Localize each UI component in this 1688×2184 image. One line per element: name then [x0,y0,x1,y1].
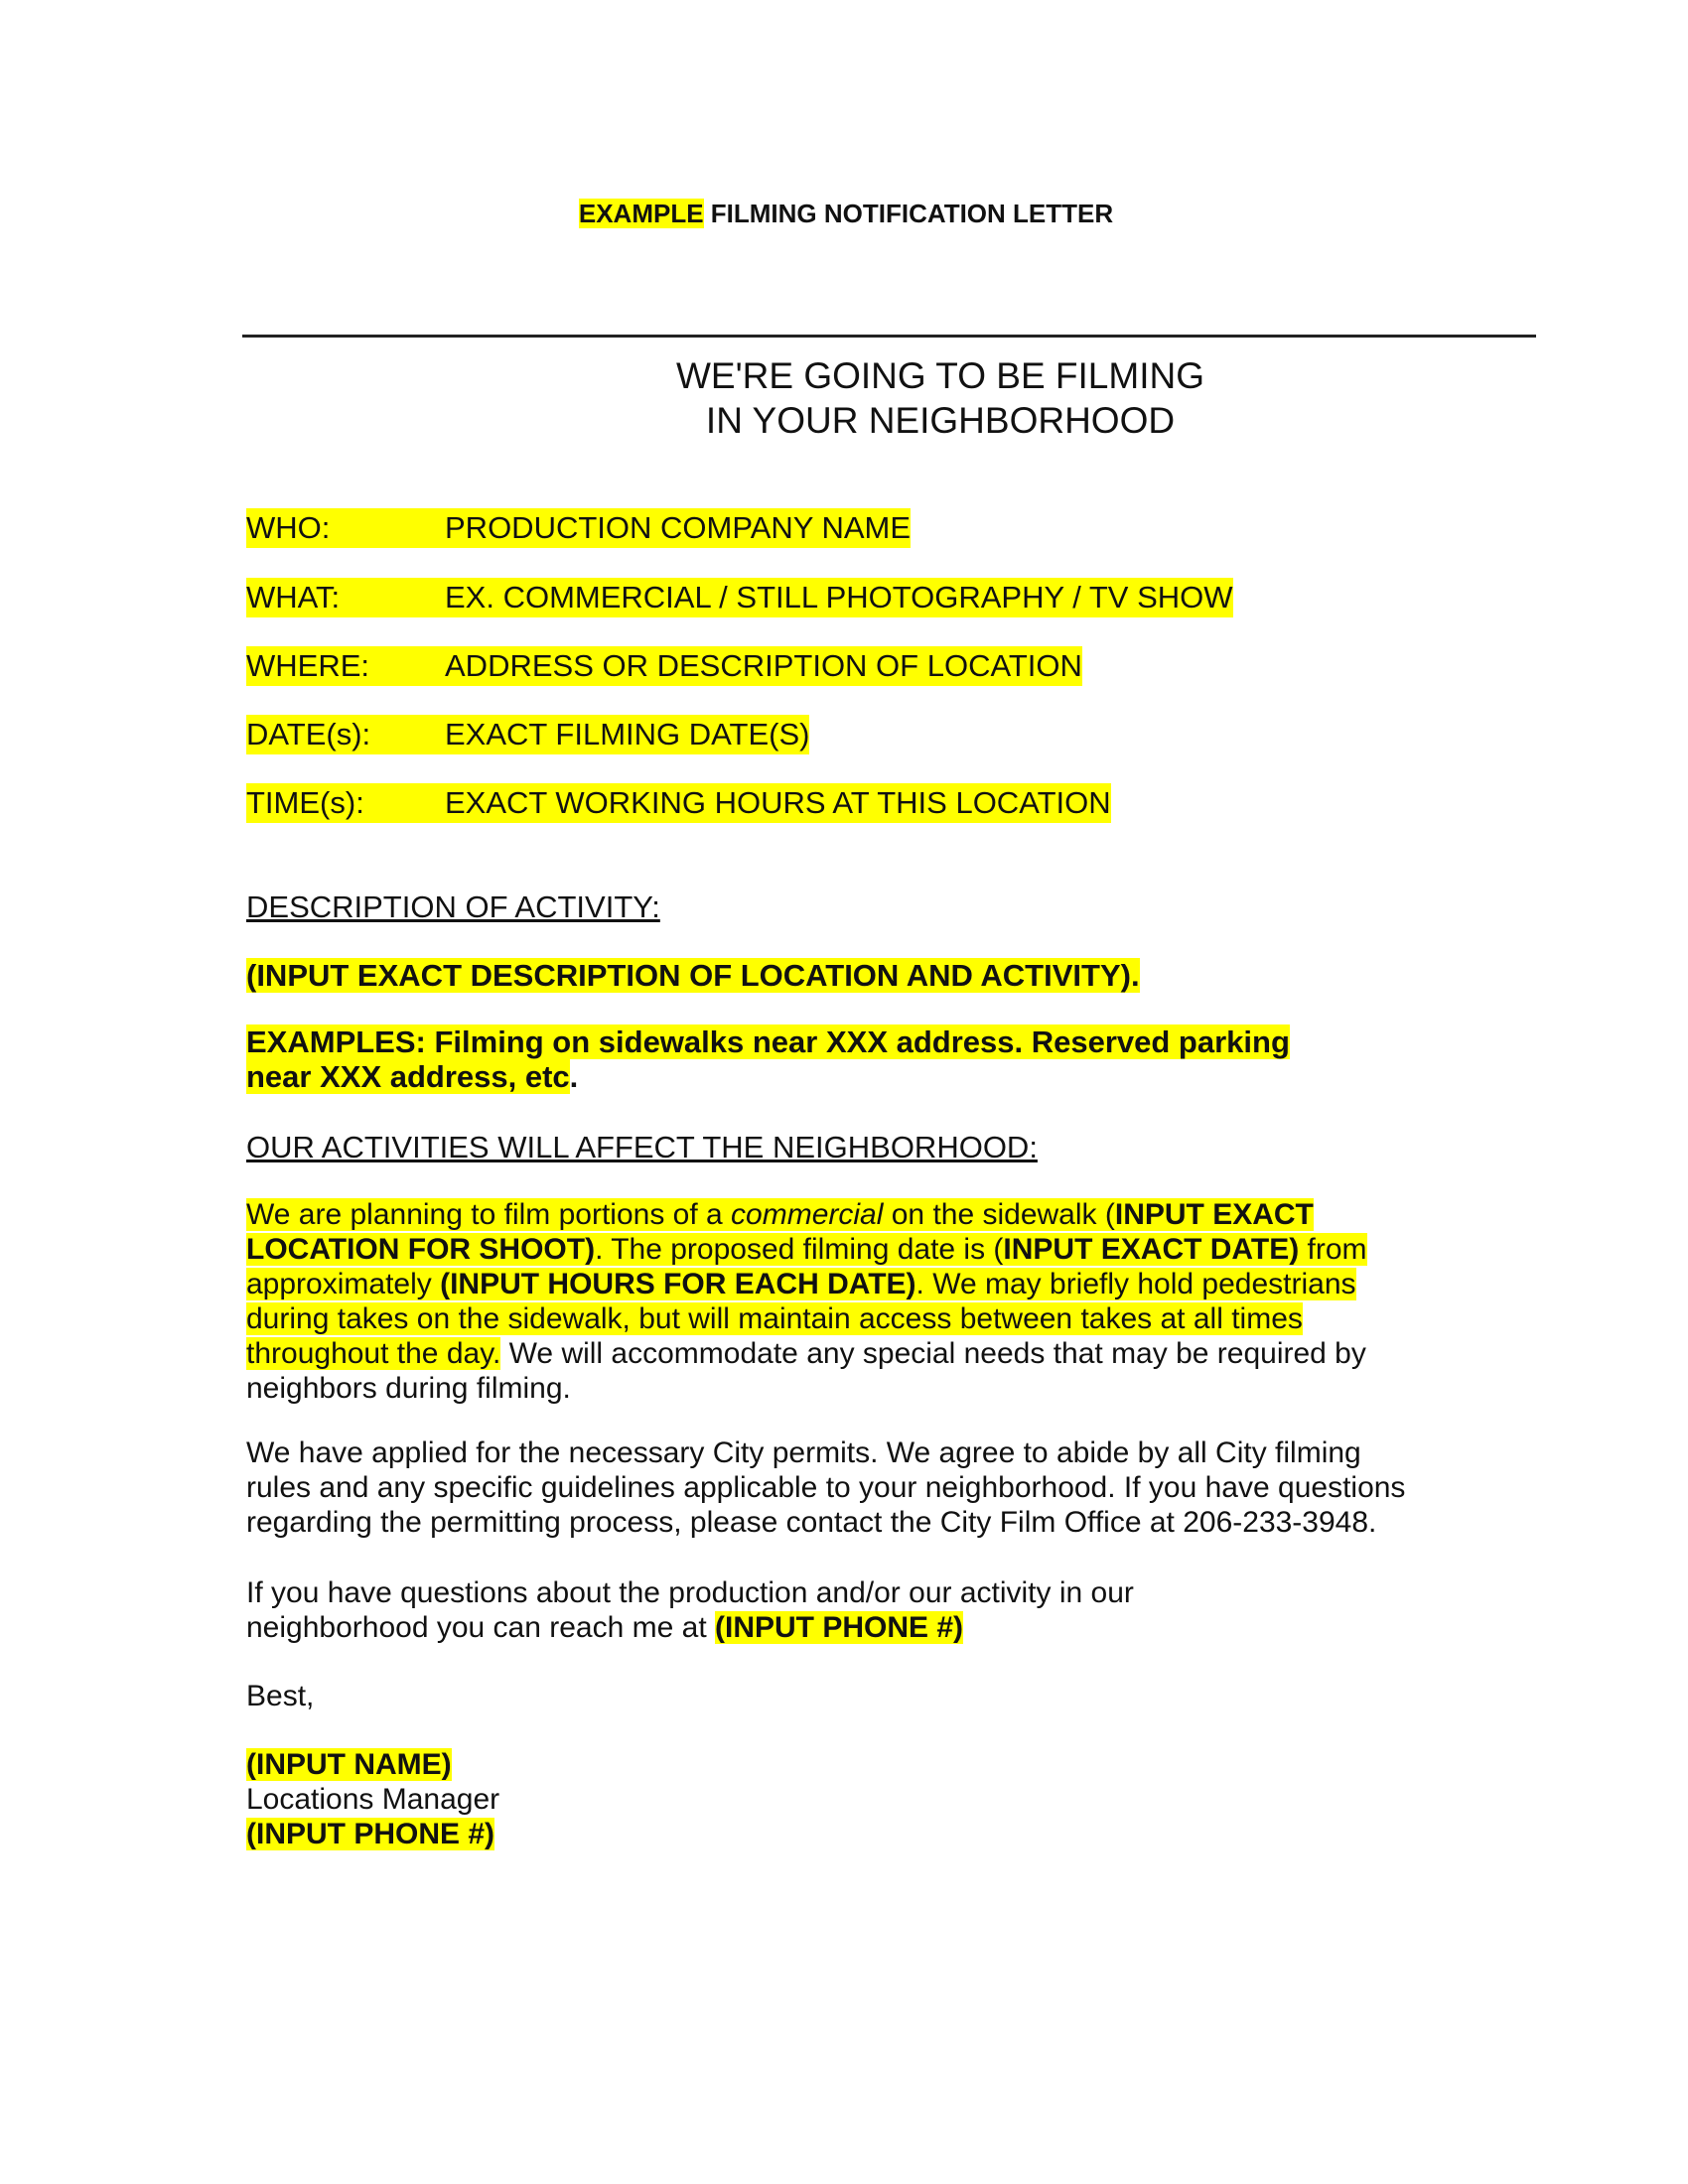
field-value: ADDRESS OR DESCRIPTION OF LOCATION [445,648,1082,683]
affect-placeholder: LOCATION FOR SHOOT) [246,1233,596,1266]
contact-paragraph [246,1575,1468,1645]
affect-text: We will accommodate any special needs that may be required by [500,1337,1366,1370]
field-times [246,783,1111,823]
examples-line-2: near XXX address, etc [246,1059,570,1094]
field-where [246,646,1082,686]
document-title [0,197,1688,230]
affect-text: neighbors during filming. [246,1372,571,1405]
closing-text: Best, [246,1680,315,1712]
field-value: EX. COMMERCIAL / STILL PHOTOGRAPHY / TV SHOW [445,580,1233,614]
closing [246,1679,1468,1713]
permits-line: We have applied for the necessary City permits. We agree to abide by all City filming [246,1436,1361,1469]
examples-line-1: EXAMPLES: Filming on sidewalks near XXX address. Reserved parking [246,1024,1290,1059]
field-dates [246,715,809,754]
affect-text: approximately [246,1268,441,1300]
affect-text: during takes on the sidewalk, but will maintain access between takes at all times [246,1302,1303,1335]
example-highlight: EXAMPLE [578,199,704,228]
affect-text-italic: commercial [731,1198,884,1231]
description-placeholder: (INPUT EXACT DESCRIPTION OF LOCATION AND ACTIVITY). [246,958,1140,993]
horizontal-divider [242,335,1536,338]
description-input-line [246,956,1468,996]
contact-line: If you have questions about the production and/or our activity in our [246,1576,1134,1609]
description-heading: DESCRIPTION OF ACTIVITY: [246,889,660,924]
field-value: EXACT WORKING HOURS AT THIS LOCATION [445,785,1111,820]
affect-text: We are planning to film portions of a [246,1198,732,1231]
permits-paragraph [246,1435,1468,1540]
field-label: TIME(s): [246,785,364,820]
affect-placeholder: INPUT EXACT [1114,1198,1314,1231]
affect-text: . The proposed filming date is ( [595,1233,1004,1266]
field-label: DATE(s): [246,717,371,751]
field-value: PRODUCTION COMPANY NAME [445,510,912,545]
permits-line: regarding the permitting process, please contact the City Film Office at 206-233-3948. [246,1506,1377,1539]
signer-name-placeholder: (INPUT NAME) [246,1748,452,1781]
examples-paragraph [246,1024,1468,1094]
affect-placeholder: (INPUT HOURS FOR EACH DATE) [440,1268,916,1300]
affect-paragraph [246,1197,1468,1406]
affect-text: on the sidewalk ( [883,1198,1115,1231]
signature-block [246,1747,1468,1851]
affect-text: . We may briefly hold pedestrians [915,1268,1356,1300]
signer-phone-placeholder: (INPUT PHONE #) [246,1818,495,1850]
contact-phone-placeholder: (INPUT PHONE #) [715,1611,964,1644]
contact-line: neighborhood you can reach me at [246,1611,715,1644]
field-label: WHO: [246,510,331,545]
field-value: EXACT FILMING DATE(S) [445,717,810,751]
permits-line: rules and any specific guidelines applicable to your neighborhood. If you have questions [246,1471,1406,1504]
examples-period: . [569,1059,579,1094]
affect-placeholder: INPUT EXACT DATE) [1003,1233,1300,1266]
headline-line-2: IN YOUR NEIGHBORHOOD [705,400,1176,441]
affect-text: throughout the day. [246,1337,501,1370]
affect-heading: OUR ACTIVITIES WILL AFFECT THE NEIGHBORHOOD: [246,1130,1038,1164]
signer-title: Locations Manager [246,1783,500,1816]
headline-line-1: WE'RE GOING TO BE FILMING [676,355,1204,396]
field-label: WHAT: [246,580,341,614]
field-what [246,578,1233,617]
document-title-text: FILMING NOTIFICATION LETTER [703,199,1114,228]
affect-text: from [1299,1233,1367,1266]
field-label: WHERE: [246,648,369,683]
field-who [246,508,911,548]
notice-headline [0,353,1688,443]
